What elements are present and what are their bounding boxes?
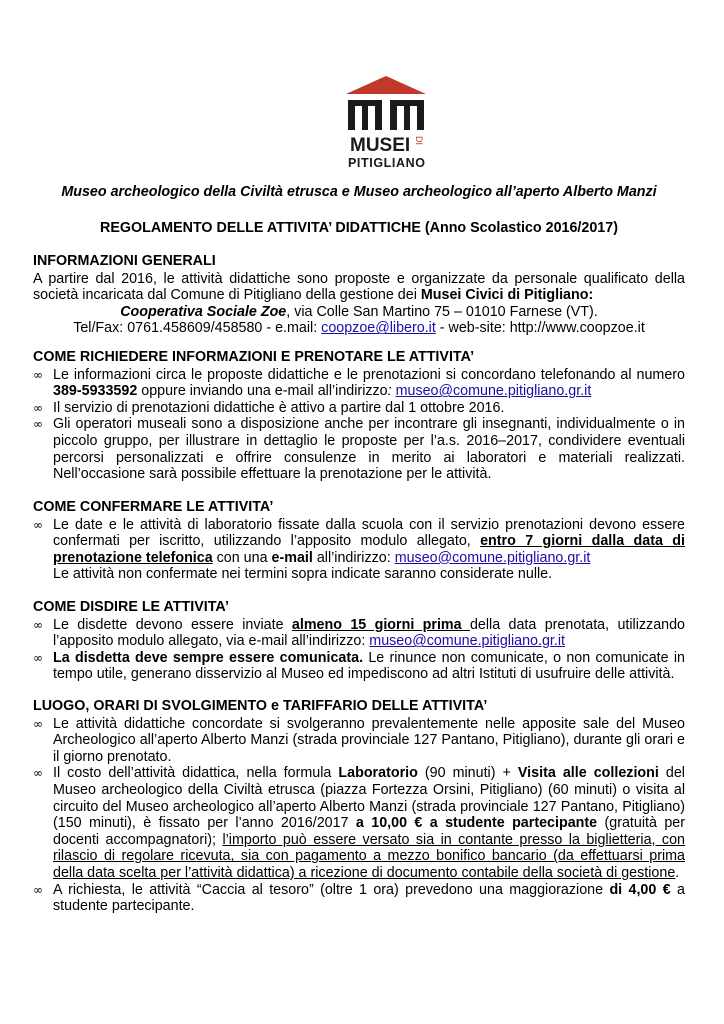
- museo-email-link[interactable]: museo@comune.pitigliano.gr.it: [395, 383, 592, 400]
- contact-line: Tel/Fax: 0761.458609/458580 - e.mail: coopzoe@libero.it - web-site: http://www.coopzoe.it: [73, 320, 645, 337]
- info-paragraph: A partire dal 2016, le attività didattiche sono proposte e organizzate da personale qualificato della società incaricata dal Comune di Pitigliano della gestione dei Musei Civici di Pitigliano:: [33, 270, 685, 304]
- section-heading: LUOGO, ORARI DI SVOLGIMENTO e TARIFFARIO DELLE ATTIVITA’: [33, 698, 488, 714]
- list-item: ∞ Il servizio di prenotazioni didattiche è attivo a partire dal 1 ottobre 2016.: [33, 399, 505, 416]
- section-confermare: [33, 499, 685, 583]
- museo-email-link[interactable]: museo@comune.pitigliano.gr.it: [394, 549, 591, 566]
- document-title: REGOLAMENTO DELLE ATTIVITA’ DIDATTICHE (Anno Scolastico 2016/2017): [100, 220, 618, 236]
- list-item: ∞ Le attività didattiche concordate si svolgeranno prevalentemente nelle apposite sale del Museo Archeologico all’aperto Alberto Manzi (strada provinciale 127 Pantano, Pitigliano), durante gli orari e il giorno prenotato.: [33, 715, 685, 765]
- section-heading: COME CONFERMARE LE ATTIVITA’: [33, 499, 274, 515]
- logo-musei-text: MUSEI: [350, 135, 411, 156]
- section-informazioni-generali: [33, 253, 685, 337]
- bullet-icon: ∞: [33, 882, 43, 897]
- bullet-icon: ∞: [33, 617, 43, 632]
- list-item: ∞ A richiesta, le attività “Caccia al tesoro” (oltre 1 ora) prevedono una maggiorazione di 4,00 € a studente partecipante.: [33, 881, 685, 915]
- bullet-icon: ∞: [33, 367, 43, 382]
- list-item: ∞ Le date e le attività di laboratorio fissate dalla scuola con il servizio prenotazioni devono essere confermati per iscritto, utilizzando l’apposito modulo allegato, entro 7 giorni dalla data di prenotazione telefonica con una e-mail all’indirizzo: museo@comune.pitigliano.gr.it Le attività non confermate nei termini sopra indicate saranno considerate nulle.: [33, 516, 685, 583]
- section-heading: COME RICHIEDERE INFORMAZIONI E PRENOTARE LE ATTIVITA’: [33, 349, 475, 365]
- list-item: ∞ Le disdette devono essere inviate almeno 15 giorni prima della data prenotata, utilizzando l’apposito modulo allegato, via e-mail all’indirizzo: museo@comune.pitigliano.gr.it: [33, 616, 686, 650]
- coop-line: Cooperativa Sociale Zoe, via Colle San Martino 75 – 01010 Farnese (VT).: [120, 303, 598, 320]
- logo-di-text: DI: [414, 136, 424, 145]
- logo-graphic-icon: [336, 74, 436, 172]
- section-richiedere: [33, 349, 685, 483]
- list-item: ∞ Gli operatori museali sono a disposizione anche per incontrare gli insegnanti, individualmente o in piccolo gruppo, per illustrare in dettaglio le proposte per l’a.s. 2016–2017, condividere eventuali percorsi personalizzati e offrire consulenze in merito ai laboratori e materiali realizzati. Nell’occasione sarà possibile effettuare la prenotazione per le attività.: [33, 416, 685, 483]
- bullet-icon: ∞: [33, 417, 43, 432]
- bullet-icon: ∞: [33, 650, 43, 665]
- logo-place-text: PITIGLIANO: [348, 156, 426, 170]
- bullet-icon: ∞: [33, 400, 43, 415]
- bullet-icon: ∞: [33, 517, 43, 532]
- list-item: ∞ Il costo dell’attività didattica, nella formula Laboratorio (90 minuti) + Visita alle collezioni del Museo archeologico della Civiltà etrusca (piazza Fortezza Orsini, Pitigliano) (60 minuti) o visita al circuito del Museo archeologico all’aperto Alberto Manzi (strada provinciale 127 Pantano, Pitigliano) (150 minuti), è fissato per l’anno 2016/2017 a 10,00 € a studente partecipante (gratuità per docenti accompagnatori); l’importo può essere versato sia in contante presso la biglietteria, con rilascio di regolare ricevuta, sia con pagamento a mezzo bonifico bancario (da effettuarsi prima della data scelta per l’attività didattica) a ricezione di documento contabile della società di gestione.: [33, 765, 685, 881]
- document-subtitle: Museo archeologico della Civiltà etrusca e Museo archeologico all’aperto Alberto Manzi: [61, 184, 657, 200]
- section-heading: INFORMAZIONI GENERALI: [33, 253, 216, 269]
- musei-pitigliano-logo: [336, 74, 436, 172]
- list-item: ∞ La disdetta deve sempre essere comunicata. Le rinunce non comunicate, o non comunicate in tempo utile, generano disservizio al Museo ed impediscono ad altri Istituti di usufruire delle attività.: [33, 649, 685, 683]
- coopzoe-email-link[interactable]: coopzoe@libero.it: [321, 320, 436, 337]
- section-disdire: [33, 599, 685, 683]
- section-luogo-orari-tariffario: [33, 698, 685, 915]
- bullet-icon: ∞: [33, 766, 43, 781]
- list-item: ∞ Le informazioni circa le proposte didattiche e le prenotazioni si concordano telefonando al numero 389-5933592 oppure inviando una e-mail all’indirizzo: museo@comune.pitigliano.gr.it: [33, 366, 685, 400]
- bullet-icon: ∞: [33, 716, 43, 731]
- section-heading: COME DISDIRE LE ATTIVITA’: [33, 599, 229, 615]
- museo-email-link[interactable]: museo@comune.pitigliano.gr.it: [369, 633, 565, 650]
